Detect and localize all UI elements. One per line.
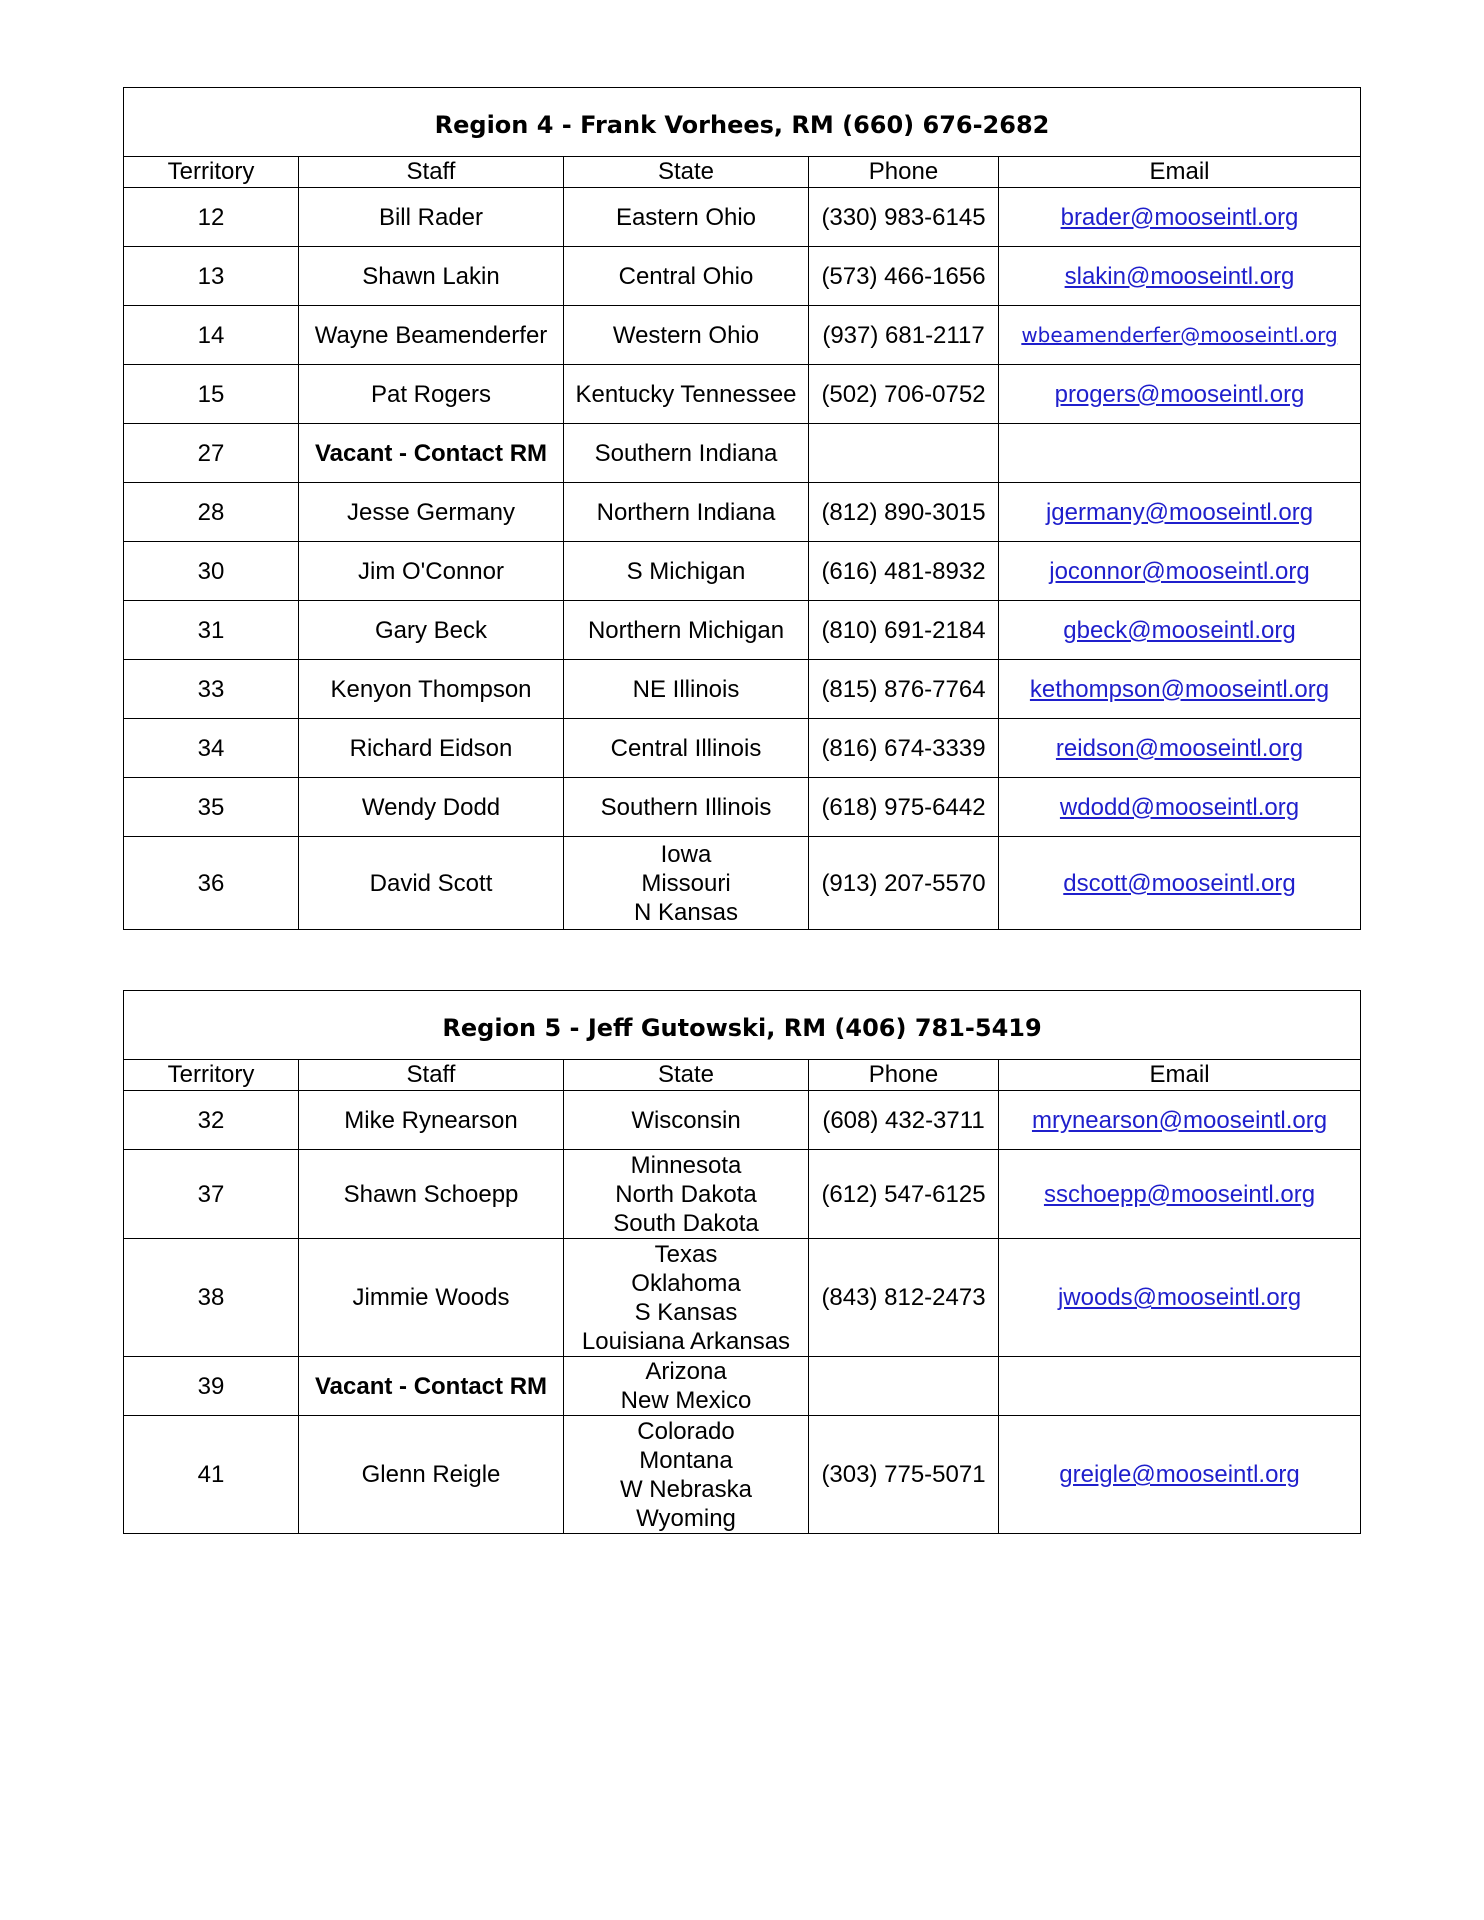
table-row bbox=[124, 601, 1361, 660]
state-line: W Nebraska bbox=[619, 1475, 753, 1503]
phone-cell: (815) 876-7764 bbox=[809, 660, 999, 719]
state-cell bbox=[564, 1091, 809, 1150]
table-row bbox=[124, 719, 1361, 778]
territory-cell: 27 bbox=[124, 424, 299, 483]
state-line: NE Illinois bbox=[632, 675, 740, 703]
table-row bbox=[124, 1091, 1361, 1150]
state-line: Southern Illinois bbox=[600, 793, 772, 821]
state-line: S Michigan bbox=[626, 557, 746, 585]
email-link[interactable]: wdodd@mooseintl.org bbox=[1059, 793, 1300, 821]
staff-cell: Shawn Lakin bbox=[299, 247, 564, 306]
state-line: Southern Indiana bbox=[594, 439, 778, 467]
email-cell bbox=[999, 188, 1361, 247]
territory-cell: 28 bbox=[124, 483, 299, 542]
state-line: Texas bbox=[654, 1240, 718, 1268]
email-link[interactable]: greigle@mooseintl.org bbox=[1059, 1461, 1300, 1488]
state-line: South Dakota bbox=[613, 1209, 759, 1237]
column-header-phone: Phone bbox=[809, 157, 999, 188]
phone-cell: (330) 983-6145 bbox=[809, 188, 999, 247]
email-link[interactable]: gbeck@mooseintl.org bbox=[1063, 616, 1296, 644]
territory-cell: 38 bbox=[124, 1239, 299, 1357]
table-row bbox=[124, 1150, 1361, 1239]
phone-cell: (937) 681-2117 bbox=[809, 306, 999, 365]
state-cell bbox=[564, 1239, 809, 1357]
column-header-phone: Phone bbox=[809, 1060, 999, 1091]
state-line: Central Ohio bbox=[618, 262, 754, 290]
phone-cell: (612) 547-6125 bbox=[809, 1150, 999, 1239]
region-4-table bbox=[123, 87, 1361, 930]
state-line: Minnesota bbox=[630, 1151, 742, 1179]
staff-cell: Kenyon Thompson bbox=[299, 660, 564, 719]
table-row bbox=[124, 1357, 1361, 1416]
phone-cell: (816) 674-3339 bbox=[809, 719, 999, 778]
phone-cell: (913) 207-5570 bbox=[809, 837, 999, 930]
phone-cell: (618) 975-6442 bbox=[809, 778, 999, 837]
email-cell bbox=[999, 306, 1361, 365]
state-line: Western Ohio bbox=[612, 321, 760, 349]
territory-cell: 36 bbox=[124, 837, 299, 930]
territory-cell: 31 bbox=[124, 601, 299, 660]
table-row bbox=[124, 188, 1361, 247]
territory-cell: 12 bbox=[124, 188, 299, 247]
table-row bbox=[124, 1239, 1361, 1357]
staff-cell: Wendy Dodd bbox=[299, 778, 564, 837]
state-cell bbox=[564, 483, 809, 542]
state-cell bbox=[564, 188, 809, 247]
territory-cell: 33 bbox=[124, 660, 299, 719]
email-cell bbox=[999, 1239, 1361, 1357]
email-cell bbox=[999, 837, 1361, 930]
region-4-title: Region 4 - Frank Vorhees, RM (660) 676-2682 bbox=[124, 88, 1361, 157]
state-cell bbox=[564, 306, 809, 365]
state-line: Central Illinois bbox=[610, 734, 762, 762]
territory-cell: 39 bbox=[124, 1357, 299, 1416]
state-cell bbox=[564, 542, 809, 601]
table-row bbox=[124, 306, 1361, 365]
table-row bbox=[124, 778, 1361, 837]
state-line: New Mexico bbox=[620, 1387, 752, 1414]
state-line: Northern Indiana bbox=[596, 498, 776, 526]
column-header-email: Email bbox=[999, 157, 1361, 188]
territory-cell: 30 bbox=[124, 542, 299, 601]
table-row bbox=[124, 424, 1361, 483]
territory-cell: 32 bbox=[124, 1091, 299, 1150]
territory-cell: 15 bbox=[124, 365, 299, 424]
column-header-staff: Staff bbox=[299, 157, 564, 188]
state-cell bbox=[564, 1150, 809, 1239]
table-row bbox=[124, 542, 1361, 601]
phone-cell: (573) 466-1656 bbox=[809, 247, 999, 306]
table-row bbox=[124, 365, 1361, 424]
state-line: Wisconsin bbox=[631, 1106, 741, 1134]
email-link[interactable]: dscott@mooseintl.org bbox=[1063, 869, 1296, 897]
phone-cell bbox=[809, 424, 999, 483]
column-header-state: State bbox=[564, 157, 809, 188]
staff-cell: Pat Rogers bbox=[299, 365, 564, 424]
email-cell bbox=[999, 1357, 1361, 1416]
state-cell bbox=[564, 1357, 809, 1416]
phone-cell: (608) 432-3711 bbox=[809, 1091, 999, 1150]
phone-cell: (843) 812-2473 bbox=[809, 1239, 999, 1357]
state-line: Montana bbox=[639, 1446, 733, 1474]
state-line: Colorado bbox=[637, 1417, 735, 1445]
phone-cell: (616) 481-8932 bbox=[809, 542, 999, 601]
column-header-territory: Territory bbox=[124, 1060, 299, 1091]
staff-cell: Wayne Beamenderfer bbox=[299, 306, 564, 365]
column-header-territory: Territory bbox=[124, 157, 299, 188]
region-5-title: Region 5 - Jeff Gutowski, RM (406) 781-5419 bbox=[124, 991, 1361, 1060]
email-link[interactable]: jwoods@mooseintl.org bbox=[1057, 1284, 1302, 1311]
phone-cell: (812) 890-3015 bbox=[809, 483, 999, 542]
state-cell bbox=[564, 1416, 809, 1534]
email-cell bbox=[999, 1150, 1361, 1239]
staff-cell: Jimmie Woods bbox=[299, 1239, 564, 1357]
state-cell bbox=[564, 778, 809, 837]
email-cell bbox=[999, 778, 1361, 837]
email-cell bbox=[999, 483, 1361, 542]
email-cell bbox=[999, 542, 1361, 601]
email-link[interactable]: mrynearson@mooseintl.org bbox=[1031, 1106, 1328, 1134]
email-cell bbox=[999, 660, 1361, 719]
territory-cell: 13 bbox=[124, 247, 299, 306]
email-cell bbox=[999, 601, 1361, 660]
staff-cell: Richard Eidson bbox=[299, 719, 564, 778]
table-row bbox=[124, 1416, 1361, 1534]
state-cell bbox=[564, 719, 809, 778]
email-link[interactable]: joconnor@mooseintl.org bbox=[1049, 557, 1310, 585]
territory-cell: 14 bbox=[124, 306, 299, 365]
staff-cell: Gary Beck bbox=[299, 601, 564, 660]
email-link[interactable]: kethompson@mooseintl.org bbox=[1029, 675, 1330, 703]
email-cell bbox=[999, 1416, 1361, 1534]
state-cell bbox=[564, 247, 809, 306]
state-line: Kentucky Tennessee bbox=[575, 380, 797, 408]
staff-cell: Jesse Germany bbox=[299, 483, 564, 542]
staff-cell: Bill Rader bbox=[299, 188, 564, 247]
phone-cell: (502) 706-0752 bbox=[809, 365, 999, 424]
state-line: Arizona bbox=[645, 1358, 727, 1385]
table-row bbox=[124, 483, 1361, 542]
email-link[interactable]: reidson@mooseintl.org bbox=[1055, 734, 1304, 762]
state-cell bbox=[564, 660, 809, 719]
email-link[interactable]: jgermany@mooseintl.org bbox=[1045, 498, 1314, 526]
email-cell bbox=[999, 1091, 1361, 1150]
state-line: Louisiana Arkansas bbox=[581, 1327, 791, 1355]
email-cell bbox=[999, 424, 1361, 483]
state-line: Northern Michigan bbox=[587, 616, 785, 644]
state-line: North Dakota bbox=[615, 1180, 757, 1208]
email-link[interactable]: progers@mooseintl.org bbox=[1054, 380, 1305, 408]
staff-cell: Mike Rynearson bbox=[299, 1091, 564, 1150]
state-line: Oklahoma bbox=[631, 1269, 741, 1297]
state-cell bbox=[564, 365, 809, 424]
email-cell bbox=[999, 365, 1361, 424]
phone-cell: (303) 775-5071 bbox=[809, 1416, 999, 1534]
email-link[interactable]: brader@mooseintl.org bbox=[1060, 203, 1299, 231]
state-cell bbox=[564, 601, 809, 660]
table-row bbox=[124, 837, 1361, 930]
territory-cell: 37 bbox=[124, 1150, 299, 1239]
staff-cell: Shawn Schoepp bbox=[299, 1150, 564, 1239]
table-row bbox=[124, 660, 1361, 719]
email-link[interactable]: sschoepp@mooseintl.org bbox=[1043, 1180, 1316, 1208]
state-line: Wyoming bbox=[636, 1504, 736, 1532]
state-line: Missouri bbox=[641, 869, 731, 897]
state-line: N Kansas bbox=[633, 898, 739, 926]
email-link[interactable]: wbeamenderfer@mooseintl.org bbox=[1021, 323, 1338, 347]
state-cell bbox=[564, 424, 809, 483]
email-link[interactable]: slakin@mooseintl.org bbox=[1064, 262, 1295, 290]
table-row bbox=[124, 247, 1361, 306]
state-cell bbox=[564, 837, 809, 930]
region-5-table bbox=[123, 990, 1361, 1534]
staff-cell: David Scott bbox=[299, 837, 564, 930]
territory-cell: 41 bbox=[124, 1416, 299, 1534]
column-header-staff: Staff bbox=[299, 1060, 564, 1091]
vacant-staff-cell: Vacant - Contact RM bbox=[299, 1357, 564, 1416]
column-header-email: Email bbox=[999, 1060, 1361, 1091]
staff-cell: Glenn Reigle bbox=[299, 1416, 564, 1534]
phone-cell bbox=[809, 1357, 999, 1416]
state-line: Iowa bbox=[660, 840, 712, 868]
territory-cell: 34 bbox=[124, 719, 299, 778]
territory-cell: 35 bbox=[124, 778, 299, 837]
state-line: S Kansas bbox=[634, 1298, 738, 1326]
column-header-state: State bbox=[564, 1060, 809, 1091]
email-cell bbox=[999, 247, 1361, 306]
phone-cell: (810) 691-2184 bbox=[809, 601, 999, 660]
staff-cell: Jim O'Connor bbox=[299, 542, 564, 601]
state-line: Eastern Ohio bbox=[615, 203, 757, 231]
email-cell bbox=[999, 719, 1361, 778]
vacant-staff-cell: Vacant - Contact RM bbox=[299, 424, 564, 483]
